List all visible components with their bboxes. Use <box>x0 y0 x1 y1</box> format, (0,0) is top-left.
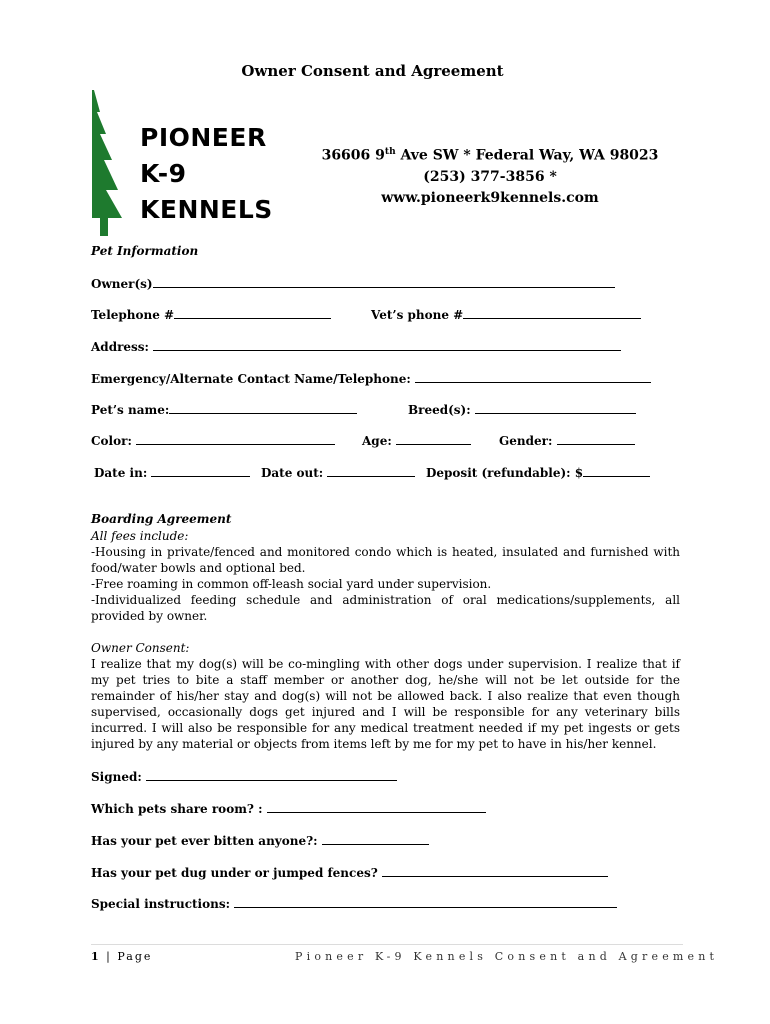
signed-label: Signed: <box>91 770 142 784</box>
address-blank[interactable] <box>153 338 621 351</box>
date-out-blank[interactable] <box>327 464 415 477</box>
logo-line-1: PIONEER <box>140 123 267 152</box>
owner-consent-section <box>91 640 680 752</box>
dug-fences-blank[interactable] <box>382 864 608 877</box>
fee-item: -Housing in private/fenced and monitored condo which is heated, insulated and furnished with food/water bowls and optional bed. <box>91 545 680 575</box>
company-address <box>320 142 660 209</box>
deposit-field[interactable] <box>426 464 650 480</box>
address-street-post: Ave SW * Federal Way, WA 98023 <box>395 147 659 164</box>
address-ordinal: th <box>384 147 396 157</box>
company-contact: (253) 377-3856 * www.pioneerk9kennels.com <box>381 168 599 206</box>
footer-page-number <box>91 950 152 963</box>
address-label: Address: <box>91 340 149 354</box>
breed-field[interactable] <box>408 401 636 417</box>
vets-phone-field[interactable] <box>371 306 641 322</box>
fees-heading: All fees include: <box>91 529 189 543</box>
signed-field[interactable] <box>91 768 397 784</box>
emergency-contact-label: Emergency/Alternate Contact Name/Telephone: <box>91 372 411 386</box>
gender-label: Gender: <box>499 434 553 448</box>
footer-divider <box>91 944 683 945</box>
page-number: 1 <box>91 950 101 963</box>
boarding-heading: Boarding Agreement <box>91 512 232 526</box>
logo-line-3: KENNELS <box>140 195 273 224</box>
date-in-blank[interactable] <box>151 464 250 477</box>
deposit-blank[interactable] <box>583 464 650 477</box>
breed-blank[interactable] <box>475 401 636 414</box>
dug-fences-label: Has your pet dug under or jumped fences? <box>91 866 378 880</box>
date-in-field[interactable] <box>94 464 250 480</box>
date-out-label: Date out: <box>261 466 324 480</box>
breed-label: Breed(s): <box>408 403 471 417</box>
logo-wordmark <box>140 120 273 228</box>
logo-line-2: K-9 <box>140 159 187 188</box>
special-instructions-label: Special instructions: <box>91 897 231 911</box>
emergency-contact-field[interactable] <box>91 370 651 386</box>
fee-item: -Free roaming in common off-leash social yard under supervision. <box>91 577 492 591</box>
consent-heading: Owner Consent: <box>91 641 190 655</box>
owners-blank[interactable] <box>153 275 615 288</box>
pets-name-field[interactable] <box>91 401 357 417</box>
pets-name-label: Pet’s name: <box>91 403 170 417</box>
age-field[interactable] <box>362 432 471 448</box>
dug-fences-field[interactable] <box>91 864 608 880</box>
page-title: Owner Consent and Agreement <box>241 62 504 80</box>
share-room-field[interactable] <box>91 800 486 816</box>
share-room-blank[interactable] <box>267 800 486 813</box>
age-label: Age: <box>362 434 392 448</box>
owners-field[interactable] <box>91 275 615 291</box>
bitten-field[interactable] <box>91 832 429 848</box>
share-room-label: Which pets share room? : <box>91 802 263 816</box>
special-instructions-blank[interactable] <box>234 895 617 908</box>
age-blank[interactable] <box>396 432 471 445</box>
consent-text: I realize that my dog(s) will be co-mingling with other dogs under supervision. I realize that if my pet tries to bite a staff member or another dog, he/she will not be let outside for the remainder of his/her stay and dog(s) will not be allowed back. I also realize that even though supervised, occasionally dogs get injured and I will be responsible for any veterinary bills incurred. I will also be responsible for any medical treatment needed if my pet ingests or gets injured by any material or objects from items left by me for my pet to have in his/her kennel. <box>91 657 680 751</box>
gender-blank[interactable] <box>557 432 635 445</box>
color-label: Color: <box>91 434 132 448</box>
special-instructions-field[interactable] <box>91 895 617 911</box>
page-label: | Page <box>106 950 153 963</box>
telephone-blank[interactable] <box>174 306 331 319</box>
bitten-blank[interactable] <box>322 832 429 845</box>
address-field[interactable] <box>91 338 621 354</box>
owners-label: Owner(s) <box>91 277 153 291</box>
boarding-fees <box>91 528 680 624</box>
telephone-field[interactable] <box>91 306 331 322</box>
address-street-pre: 36606 9 <box>321 147 385 164</box>
date-out-field[interactable] <box>261 464 415 480</box>
color-field[interactable] <box>91 432 335 448</box>
date-in-label: Date in: <box>94 466 148 480</box>
fee-item: -Individualized feeding schedule and administration of oral medications/supplements, all provided by owner. <box>91 593 680 623</box>
deposit-label: Deposit (refundable): $ <box>426 466 584 480</box>
vets-phone-blank[interactable] <box>463 306 641 319</box>
bitten-label: Has your pet ever bitten anyone?: <box>91 834 318 848</box>
pets-name-blank[interactable] <box>169 401 357 414</box>
emergency-contact-blank[interactable] <box>415 370 651 383</box>
telephone-label: Telephone # <box>91 308 175 322</box>
gender-field[interactable] <box>499 432 635 448</box>
vets-phone-label: Vet’s phone # <box>371 308 464 322</box>
color-blank[interactable] <box>136 432 335 445</box>
pet-info-heading: Pet Information <box>91 244 199 258</box>
footer-document-title: Pioneer K-9 Kennels Consent and Agreement <box>295 950 719 963</box>
signed-blank[interactable] <box>146 768 397 781</box>
